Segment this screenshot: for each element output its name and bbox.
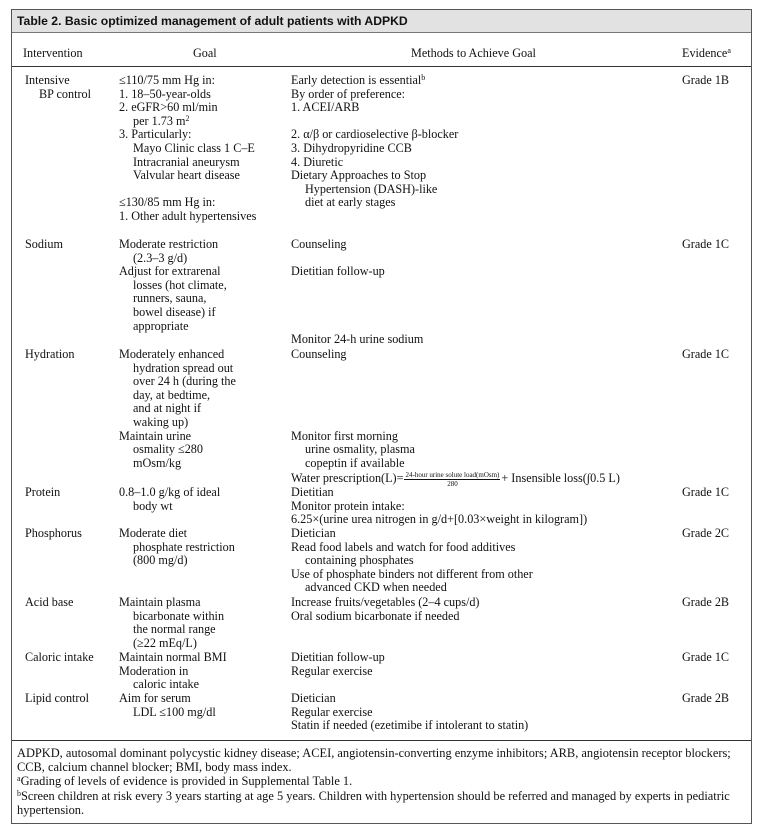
- sodium-goal-line: appropriate: [133, 318, 189, 333]
- bp-goal-line: 3. Particularly:: [119, 127, 192, 142]
- row-bp-intervention: [25, 74, 91, 101]
- row-acid-methods: [291, 596, 480, 623]
- caloric-method-line: Dietitian follow-up: [291, 650, 385, 664]
- caloric-goal-line: Maintain normal BMI: [119, 650, 227, 664]
- bp-intervention-line: Intensive: [25, 73, 70, 87]
- hydration-goal-line: osmality ≤280: [133, 442, 203, 457]
- bp-goal-line: 1. Other adult hypertensives: [119, 208, 257, 223]
- footnote-a: $^a$Grading of levels of evidence is provided in Supplemental Table 1.: [17, 774, 353, 789]
- acid-method-line: Increase fruits/vegetables (2–4 cups/d): [291, 595, 480, 609]
- formula-fraction: $\frac{\text{24-hour urine solute load(mOsm)}}{280}$: [405, 471, 500, 489]
- bp-method-line: 2. α/β or cardioselective β-blocker: [291, 127, 459, 142]
- protein-method-line: 6.25×(urine urea nitrogen in g/d+[0.03×weight in kilogram]): [291, 512, 588, 527]
- phosphorus-method-line: containing phosphates: [305, 553, 414, 568]
- phosphorus-goal-line: Moderate diet: [119, 526, 188, 540]
- bp-method-line: 3. Dihydropyridine CCB: [291, 140, 412, 155]
- row-acid-evidence: Grade 2B: [682, 595, 730, 609]
- bp-method-line: Hypertension (DASH)-like: [305, 181, 438, 196]
- hydration-method-line: urine osmality, plasma: [305, 442, 415, 457]
- row-caloric-goal: [119, 651, 227, 692]
- protein-goal-line: 0.8–1.0 g/kg of ideal: [119, 485, 221, 499]
- phosphorus-method-line: advanced CKD when needed: [305, 580, 447, 595]
- acid-goal-line: Maintain plasma: [119, 595, 201, 609]
- acid-goal-line: the normal range: [133, 622, 216, 637]
- protein-goal-line: body wt: [133, 498, 173, 513]
- bp-goal-line: 1. 18–50-year-olds: [119, 86, 211, 101]
- row-caloric-methods: [291, 651, 385, 678]
- header-methods: Methods to Achieve Goal: [411, 46, 536, 60]
- hydration-goal-line: day, at bedtime,: [133, 387, 211, 402]
- row-hydration-intervention: Hydration: [25, 347, 75, 361]
- caloric-goal-line: caloric intake: [133, 677, 199, 692]
- bp-method-line: Dietary Approaches to Stop: [291, 168, 427, 183]
- caloric-method-line: Regular exercise: [291, 663, 373, 678]
- row-lipid-intervention: Lipid control: [25, 691, 89, 705]
- table-frame: [11, 9, 752, 824]
- footnote-b: $^b$Screen children at risk every 3 years starting at age 5 years. Children with hypertension should be referred and managed by experts in pediatric hypertension.: [17, 788, 730, 817]
- phosphorus-goal-line: phosphate restriction: [133, 539, 235, 554]
- row-phosphorus-methods: [291, 527, 533, 595]
- bp-goal-line: 2. eGFR>60 ml/min: [119, 100, 218, 115]
- hydration-goal-line: Moderately enhanced: [119, 347, 225, 361]
- row-sodium-goal: [119, 238, 227, 333]
- row-hydration-methods: [291, 348, 620, 488]
- table-header-row: [12, 44, 751, 67]
- bp-method-line: 4. Diuretic: [291, 154, 344, 169]
- hydration-goal-line: waking up): [133, 414, 189, 429]
- caloric-goal-line: Moderation in: [119, 663, 189, 678]
- row-bp-methods: [291, 74, 458, 210]
- row-sodium-intervention: Sodium: [25, 237, 63, 251]
- row-acid-intervention: Acid base: [25, 595, 74, 609]
- row-phosphorus-intervention: Phosphorus: [25, 526, 82, 540]
- row-phosphorus-goal: [119, 527, 235, 568]
- phosphorus-method-line: Read food labels and watch for food additives: [291, 539, 516, 554]
- bp-goal-line: Mayo Clinic class 1 C–E: [133, 140, 255, 155]
- row-protein-methods: [291, 486, 587, 527]
- row-caloric-evidence: Grade 1C: [682, 650, 730, 664]
- phosphorus-goal-line: (800 mg/d): [133, 553, 188, 568]
- hydration-method-line: Monitor first morning: [291, 428, 398, 443]
- sodium-goal-line: Adjust for extrarenal: [119, 264, 221, 279]
- protein-method-line: Dietitian: [291, 485, 334, 499]
- bp-goal-line: Valvular heart disease: [133, 168, 240, 183]
- lipid-goal-line: LDL ≤100 mg/dl: [133, 704, 216, 719]
- row-lipid-evidence: Grade 2B: [682, 691, 730, 705]
- protein-method-line: Monitor protein intake:: [291, 498, 405, 513]
- sodium-goal-line: runners, sauna,: [133, 291, 207, 306]
- hydration-goal-line: hydration spread out: [133, 360, 234, 375]
- bp-goal-line: Intracranial aneurysm: [133, 154, 240, 169]
- header-goal: Goal: [193, 46, 217, 60]
- row-protein-intervention: Protein: [25, 485, 61, 499]
- table-title: Table 2. Basic optimized management of adult patients with ADPKD: [17, 14, 408, 28]
- sodium-goal-line: Moderate restriction: [119, 237, 219, 251]
- sodium-method-line: Dietitian follow-up: [291, 264, 385, 279]
- sodium-goal-line: losses (hot climate,: [133, 277, 227, 292]
- sodium-goal-line: bowel disease) if: [133, 304, 216, 319]
- bp-goal-line: ≤130/85 mm Hg in:: [119, 195, 216, 210]
- phosphorus-method-line: Use of phosphate binders not different from other: [291, 566, 533, 581]
- row-lipid-methods: [291, 692, 528, 733]
- sodium-goal-line: (2.3–3 g/d): [133, 250, 188, 265]
- hydration-method-line: copeptin if available: [305, 455, 405, 470]
- acid-method-line: Oral sodium bicarbonate if needed: [291, 608, 460, 623]
- row-sodium-evidence: Grade 1C: [682, 237, 730, 251]
- table-bottom-rule: [12, 740, 751, 741]
- row-hydration-goal: [119, 348, 236, 470]
- bp-goal-line: per 1.73 $m^2$: [133, 113, 190, 128]
- hydration-goal-line: over 24 h (during the: [133, 374, 236, 389]
- header-intervention: Intervention: [23, 46, 83, 60]
- hydration-method-line: Counseling: [291, 347, 347, 361]
- water-prescription-formula: Water prescription(L)= $\frac{\text{24-hour urine solute load(mOsm)}}{280}$ + Insensible loss(∫0.5 L): [291, 471, 620, 489]
- row-protein-goal: [119, 486, 220, 513]
- lipid-method-line: Dietician: [291, 691, 336, 705]
- footnote-abbreviations: ADPKD, autosomal dominant polycystic kidney disease; ACEI, angiotensin-converting enzyme inhibitors; ARB, angiotensin receptor blockers; CCB, calcium channel blocker; BMI, body mass index.: [17, 746, 731, 775]
- bp-goal-line: ≤110/75 mm Hg in:: [119, 73, 215, 87]
- hydration-goal-line: mOsm/kg: [133, 455, 182, 470]
- sodium-method-line: Monitor 24-h urine sodium: [291, 332, 424, 347]
- hydration-goal-line: Maintain urine: [119, 428, 192, 443]
- table-title-bar: [12, 10, 751, 33]
- lipid-method-line: Regular exercise: [291, 704, 373, 719]
- row-phosphorus-evidence: Grade 2C: [682, 526, 730, 540]
- bp-method-line: 1. ACEI/ARB: [291, 100, 360, 115]
- lipid-method-line: Statin if needed (ezetimibe if intolerant to statin): [291, 718, 529, 733]
- row-caloric-intervention: Caloric intake: [25, 650, 94, 664]
- row-lipid-goal: [119, 692, 216, 719]
- row-bp-evidence: Grade 1B: [682, 73, 730, 87]
- hydration-goal-line: and at night if: [133, 401, 202, 416]
- row-sodium-methods: [291, 238, 423, 347]
- lipid-goal-line: Aim for serum: [119, 691, 191, 705]
- acid-goal-line: bicarbonate within: [133, 608, 225, 623]
- row-acid-goal: [119, 596, 224, 650]
- header-evidence: Evidence$^a$: [682, 46, 731, 60]
- sodium-method-line: Counseling: [291, 237, 347, 251]
- row-bp-goal: [119, 74, 256, 224]
- phosphorus-method-line: Dietician: [291, 526, 336, 540]
- bp-method-line: diet at early stages: [305, 195, 396, 210]
- bp-method-line: Early detection is essential$^b$: [291, 73, 426, 87]
- table-footnotes: [17, 746, 745, 817]
- acid-goal-line: (≥22 mEq/L): [133, 635, 197, 650]
- bp-method-line: By order of preference:: [291, 86, 406, 101]
- bp-intervention-line: BP control: [39, 86, 92, 101]
- row-protein-evidence: Grade 1C: [682, 485, 730, 499]
- row-hydration-evidence: Grade 1C: [682, 347, 730, 361]
